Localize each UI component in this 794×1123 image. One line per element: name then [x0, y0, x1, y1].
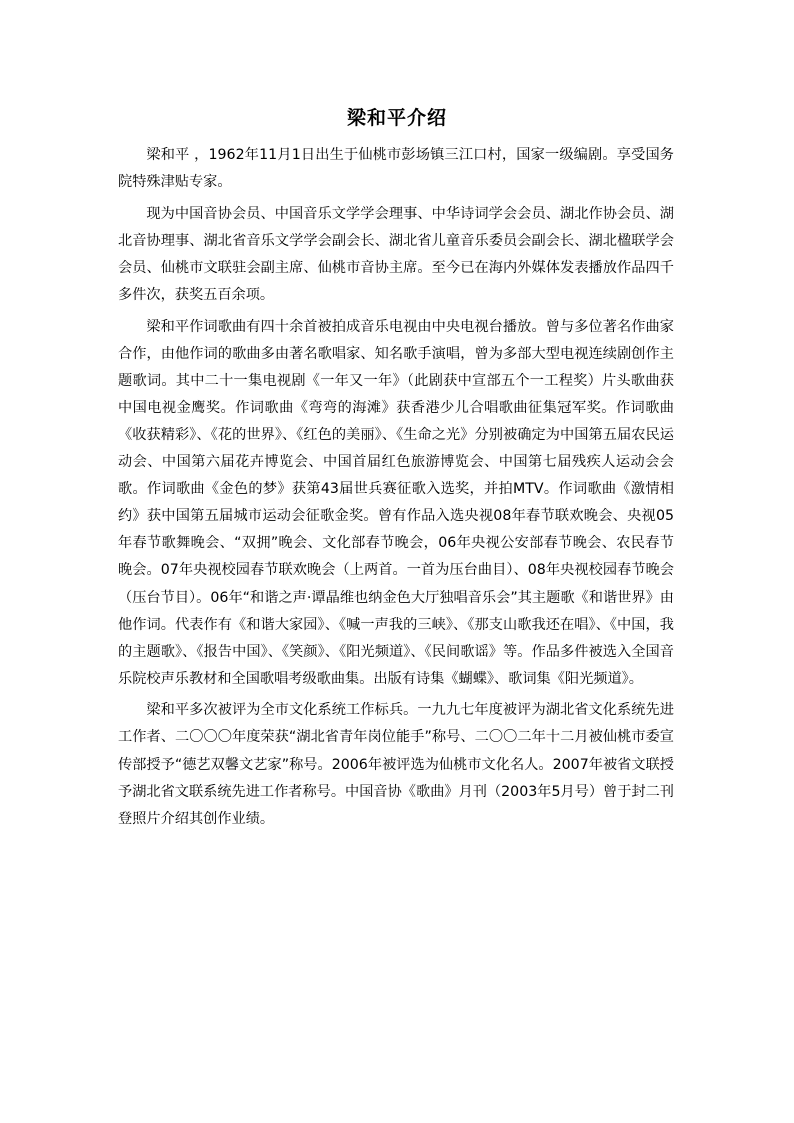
document-body: [118, 142, 674, 837]
paragraph-works: 梁和平作词歌曲有四十余首被拍成音乐电视由中央电视台播放。曾与多位著名作曲家合作，由他作词的歌曲多由著名歌唱家、知名歌手演唱，曾为多部大型电视连续剧创作主题歌词。其中二十一集电视剧《一年又一年》（此剧获中宣部五个一工程奖）片头歌曲获中国电视金鹰奖。作词歌曲《弯弯的海滩》获香港少儿合唱歌曲征集冠军奖。作词歌曲《收获精彩》、《花的世界》、《红色的美丽》、《生命之光》分别被确定为中国第五届农民运动会、中国第六届花卉博览会、中国首届红色旅游博览会、中国第七届残疾人运动会会歌。作词歌曲《金色的梦》获第43届世兵赛征歌入选奖，并拍MTV。作词歌曲《激情相约》获中国第五届城市运动会征歌金奖。曾有作品入选央视08年春节联欢晚会、央视05年春节歌舞晚会、“双拥”晚会、文化部春节晚会，06年央视公安部春节晚会、农民春节晚会。07年央视校园春节联欢晚会（上两首。一首为压台曲目）、08年央视校园春节晚会（压台节目）。06年“和谐之声·谭晶维也纳金色大厅独唱音乐会”其主题歌《和谐世界》由他作词。代表作有《和谐大家园》、《喊一声我的三峡》、《那支山歌我还在唱》、《中国，我的主题歌》、《报告中国》、《笑颜》、《阳光频道》、《民间歌谣》等。作品多件被选入全国音乐院校声乐教材和全国歌唱考级歌曲集。出版有诗集《蝴蝶》、歌词集《阳光频道》。: [118, 318, 674, 687]
paragraph-honors: 梁和平多次被评为全市文化系统工作标兵。一九九七年度被评为湖北省文化系统先进工作者、二〇〇〇年度荣获“湖北省青年岗位能手”称号、二〇〇二年十二月被仙桃市委宣传部授予“德艺双馨文艺家”称号。2006年被评选为仙桃市文化名人。2007年被省文联授予湖北省文联系统先进工作者称号。中国音协《歌曲》月刊（2003年5月号）曾于封二刊登照片介绍其创作业绩。: [118, 702, 674, 827]
paragraph-birth-info: 梁和平 ，1962年11月1日出生于仙桃市彭场镇三江口村，国家一级编剧。享受国务院特殊津贴专家。: [118, 147, 674, 191]
document-title: 梁和平介绍: [346, 107, 447, 129]
paragraph-memberships: 现为中国音协会员、中国音乐文学学会理事、中华诗词学会会员、湖北作协会员、湖北音协理事、湖北省音乐文学学会副会长、湖北省儿童音乐委员会副会长、湖北楹联学会会员、仙桃市文联驻会副主席、仙桃市音协主席。至今已在海内外媒体发表播放作品四千多件次，获奖五百余项。: [118, 205, 674, 303]
